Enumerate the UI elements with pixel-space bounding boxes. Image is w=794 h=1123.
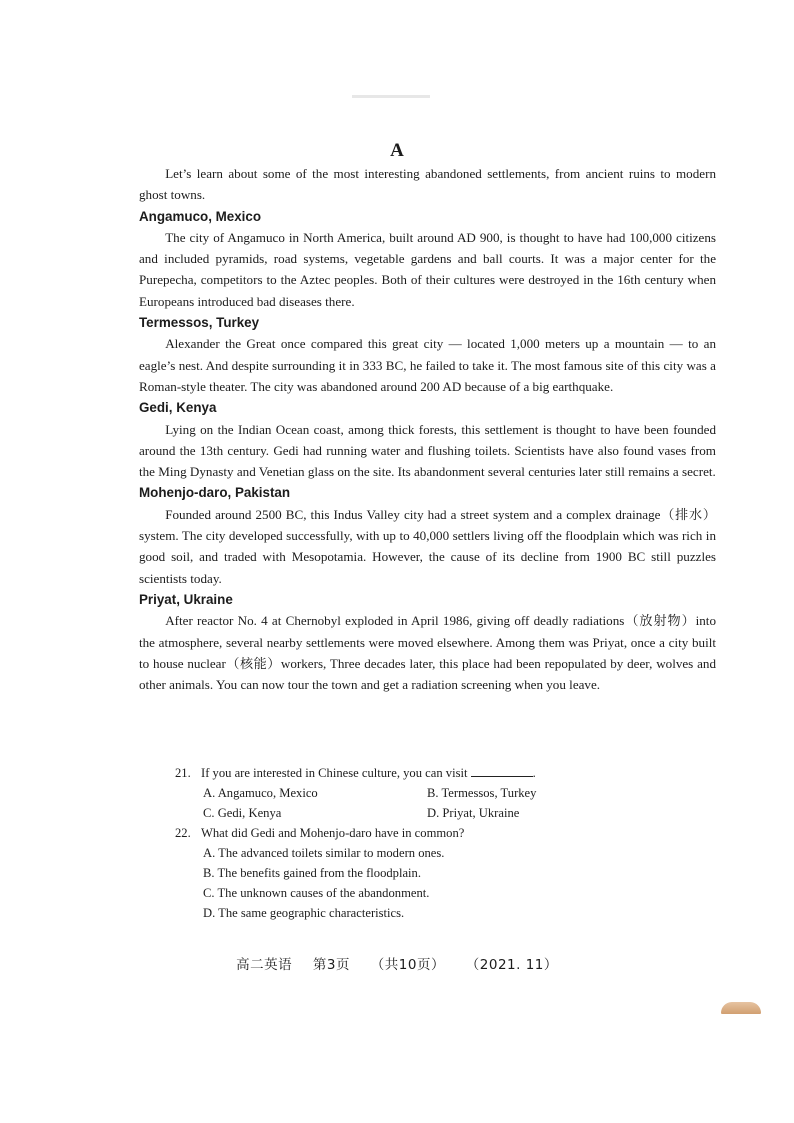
option-row	[139, 783, 716, 803]
question-number: 22.	[175, 826, 191, 840]
question-number: 21.	[175, 766, 191, 780]
question-block	[139, 763, 716, 923]
question-22	[139, 823, 716, 843]
option-d: D. The same geographic characteristics.	[203, 906, 405, 920]
question-stem: What did Gedi and Mohenjo-daro have in common?	[201, 826, 465, 840]
option-a: A. The advanced toilets similar to modern ones.	[203, 846, 445, 860]
intro-paragraph: Let’s learn about some of the most interesting abandoned settlements, from ancient ruins to modern ghost towns.	[139, 166, 716, 203]
option-b: B. The benefits gained from the floodplain.	[203, 866, 422, 880]
scan-artifact	[352, 95, 430, 98]
place-paragraph: The city of Angamuco in North America, built around AD 900, is thought to have had 100,000 citizens and included pyramids, road systems, vegetable gardens and ball courts. It was a major center for the Purepecha, competitors to the Aztec peoples. Both of their cultures were destroyed in the 16th century when Europeans introduced bad diseases there.	[139, 229, 716, 309]
option-a: A. Angamuco, Mexico	[203, 786, 318, 800]
place-paragraph: Lying on the Indian Ocean coast, among thick forests, this settlement is thought to have been founded around the 13th century. Gedi had running water and flushing toilets. Scientists have also found vases from the Ming Dynasty and Venetian glass on the site. Its abandonment several centuries later still remains a secret.	[139, 421, 716, 480]
option-c: C. Gedi, Kenya	[203, 806, 282, 820]
place-heading: Mohenjo-daro, Pakistan	[139, 485, 291, 501]
place-paragraph: After reactor No. 4 at Chernobyl exploded in April 1986, giving off deadly radiations（放射物）into the atmosphere, several nearby settlements were moved elsewhere. Among them was Priyat, once a city built to house nuclear（核能）workers, Three decades later, this place had been repopulated by deer, wolves and other animals. You can now tour the town and get a radiation screening when you leave.	[139, 613, 716, 693]
scan-edge-mark	[721, 1002, 761, 1014]
question-end: .	[532, 766, 536, 780]
place-paragraph: Founded around 2500 BC, this Indus Valley city had a street system and a complex drainage（排水）system. The city developed successfully, with up to 40,000 settlers living off the floodplain which was rich in good soil, and traded with Mesopotamia. However, the cause of its decline from 1900 BC still puzzles scientists today.	[139, 506, 716, 586]
place-heading: Priyat, Ukraine	[139, 591, 233, 607]
footer-subject: 高二英语	[236, 957, 293, 973]
option-row	[139, 803, 716, 823]
option-c: C. The unknown causes of the abandonment.	[203, 886, 430, 900]
section-title: A	[390, 140, 404, 161]
question-21	[139, 763, 716, 783]
footer-total: （共10页）	[370, 957, 445, 973]
reading-passage	[139, 163, 716, 695]
answer-blank	[471, 764, 533, 777]
option-d: D. Priyat, Ukraine	[427, 806, 520, 820]
place-heading: Termessos, Turkey	[139, 315, 260, 331]
place-heading: Gedi, Kenya	[139, 400, 217, 416]
place-heading: Angamuco, Mexico	[139, 208, 262, 224]
page-footer	[0, 953, 794, 973]
question-stem: If you are interested in Chinese culture, you can visit	[201, 766, 468, 780]
place-paragraph: Alexander the Great once compared this great city — located 1,000 meters up a mountain — to an eagle’s nest. And despite surrounding it in 333 BC, he failed to take it. The most famous site of this city was a Roman-style theater. The city was abandoned around 200 AD because of a big earthquake.	[139, 336, 716, 394]
footer-page: 第3页	[312, 957, 350, 973]
option-b: B. Termessos, Turkey	[427, 786, 537, 800]
footer-date: （2021. 11）	[465, 957, 558, 973]
